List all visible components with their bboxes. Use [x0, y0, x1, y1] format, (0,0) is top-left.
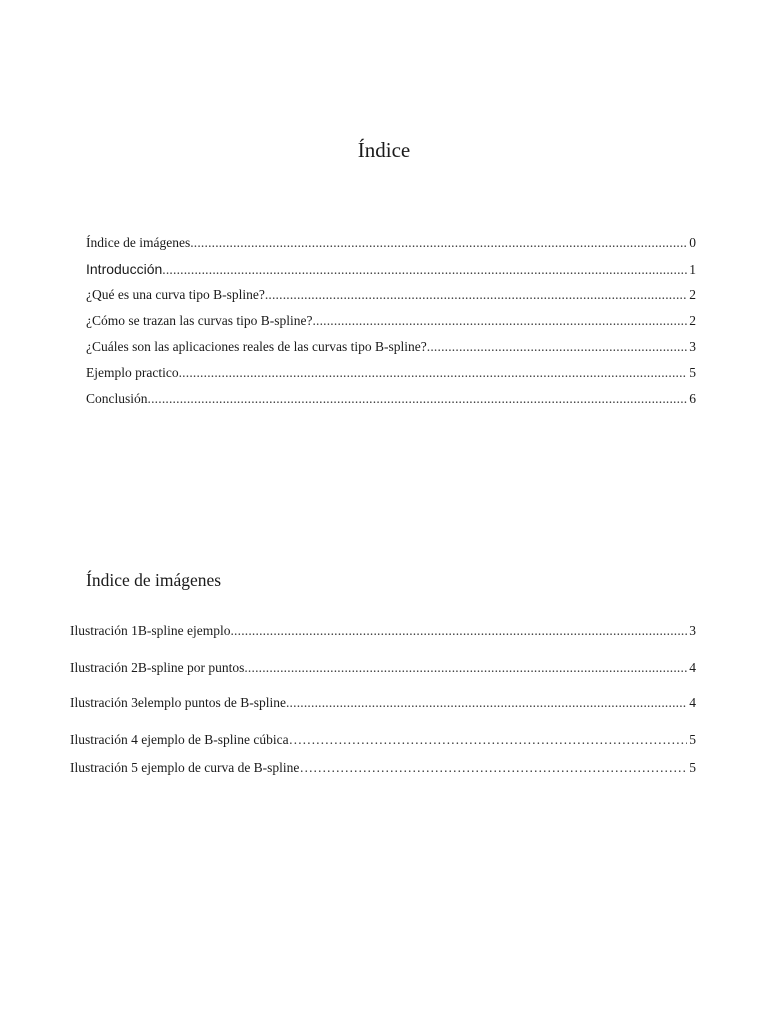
images-index-title: Índice de imágenes	[86, 570, 222, 590]
toc-leader-dots	[265, 286, 687, 304]
toc-leader-dots	[190, 234, 687, 252]
toc-entry-label: ¿Cómo se trazan las curvas tipo B-spline?	[86, 313, 313, 328]
toc-entry[interactable]	[86, 364, 696, 382]
toc-leader-dots	[179, 364, 688, 382]
figure-entry[interactable]	[70, 731, 696, 749]
toc-entry[interactable]	[86, 234, 696, 252]
figure-leader-dots	[289, 731, 688, 749]
toc-entry-page: 6	[689, 391, 696, 406]
figure-entry-page: 4	[689, 695, 696, 710]
toc-entry[interactable]	[86, 260, 696, 279]
toc-entry-page: 3	[689, 339, 696, 354]
toc-entry-label: ¿Qué es una curva tipo B-spline?	[86, 287, 265, 302]
toc-entry-page: 0	[689, 235, 696, 250]
figure-entry[interactable]	[70, 759, 696, 777]
toc-entry-page: 5	[689, 365, 696, 380]
figure-entry-page: 5	[689, 760, 696, 775]
toc-entry-page: 2	[689, 313, 696, 328]
toc-entry[interactable]	[86, 312, 696, 330]
figure-entry[interactable]	[70, 694, 696, 712]
figure-leader-dots	[299, 759, 687, 777]
toc-leader-dots	[312, 312, 687, 330]
figure-leader-dots	[244, 659, 687, 677]
figure-entry-label: Ilustración 3elemplo puntos de B-spline	[70, 695, 286, 710]
figure-entry-page: 5	[689, 732, 696, 747]
toc-entry-page: 1	[689, 262, 696, 277]
toc-entry-label: Índice de imágenes	[86, 235, 191, 250]
toc-entry[interactable]	[86, 286, 696, 304]
page-title: Índice	[357, 138, 411, 162]
toc-leader-dots	[162, 261, 687, 279]
toc-entry-page: 2	[689, 287, 696, 302]
figure-entry-label: Ilustración 4 ejemplo de B-spline cúbica	[70, 732, 289, 747]
toc-entry-label: Conclusión	[86, 391, 148, 406]
figure-entry-page: 4	[689, 660, 696, 675]
figure-entry-label: Ilustración 5 ejemplo de curva de B-spline	[70, 760, 300, 775]
toc-entry-label: Ejemplo practico	[86, 365, 179, 380]
figure-entry[interactable]	[70, 622, 696, 640]
figure-entry-label: Ilustración 2B-spline por puntos	[70, 660, 245, 675]
figure-leader-dots	[286, 694, 687, 712]
toc-entry-label: ¿Cuáles son las aplicaciones reales de las curvas tipo B-spline?	[86, 339, 427, 354]
toc-entry[interactable]	[86, 338, 696, 356]
toc-leader-dots	[427, 338, 687, 356]
toc-entry-label: Introducción	[86, 261, 163, 277]
figure-leader-dots	[230, 622, 687, 640]
figure-entry-page: 3	[689, 623, 696, 638]
toc-entry[interactable]	[86, 390, 696, 408]
toc-leader-dots	[148, 390, 688, 408]
figure-entry[interactable]	[70, 659, 696, 677]
figure-entry-label: Ilustración 1B-spline ejemplo	[70, 623, 231, 638]
